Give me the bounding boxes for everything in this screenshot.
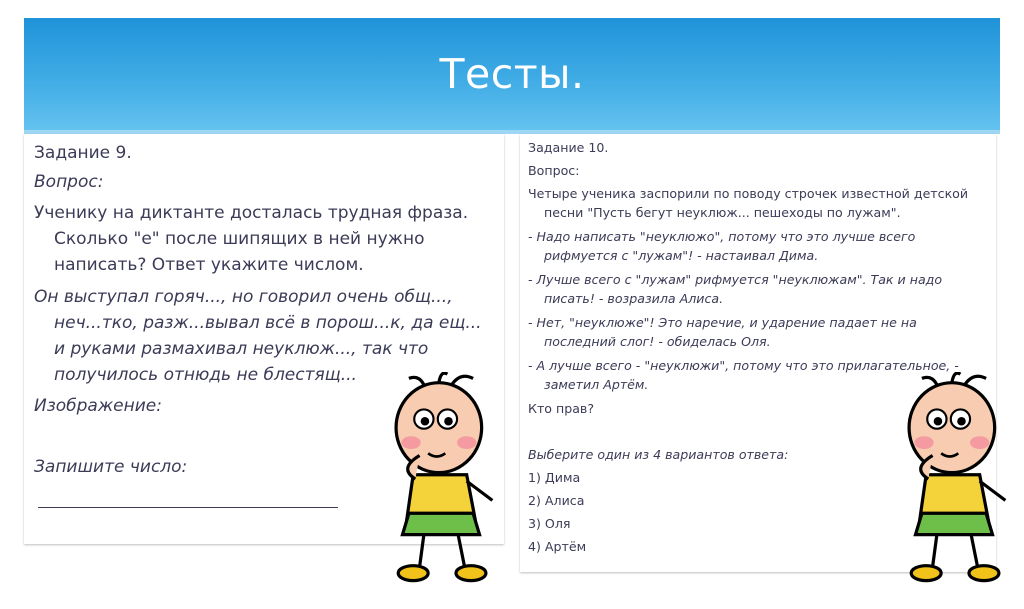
- slide-title: Тесты.: [439, 50, 585, 98]
- task9-answer-input[interactable]: [38, 507, 338, 508]
- task10-option-4[interactable]: 4) Артём: [528, 539, 587, 554]
- task10-choose: Выберите один из 4 вариантов ответа:: [528, 447, 789, 462]
- task9-question-label: Вопрос:: [34, 172, 104, 192]
- task10-line-dima: - Надо написать "неуклюжо", потому что это лучше всего рифмуется с "лужам"! - настаивал Дима.: [528, 229, 916, 263]
- task10-who: Кто прав?: [528, 401, 595, 416]
- task10-option-3[interactable]: 3) Оля: [528, 516, 571, 531]
- task10-heading: Задание 10.: [528, 140, 609, 155]
- task10-option-1[interactable]: 1) Дима: [528, 470, 581, 485]
- task10-line-artyom: - А лучше всего - "неуклюжи", потому что это прилагательное, - заметил Артём.: [528, 358, 959, 392]
- thinking-kid-illustration: [372, 372, 510, 586]
- task9-phrase: Он выступал горяч..., но говорил очень общ..., неч...тко, разж...вывал всё в порош...к, да ещ... и руками размахивал неуклюж..., так что получилось отнюдь не блестящ...: [34, 287, 482, 385]
- thinking-kid-illustration-2: [886, 372, 1022, 586]
- task9-image-label: Изображение:: [34, 396, 162, 416]
- task10-question-label: Вопрос:: [528, 163, 580, 178]
- task9-answer-label: Запишите число:: [34, 457, 188, 477]
- title-banner: [24, 18, 1000, 130]
- task9-heading: Задание 9.: [34, 143, 132, 163]
- task10-option-2[interactable]: 2) Алиса: [528, 493, 585, 508]
- task9-question: Ученику на диктанте досталась трудная фраза. Сколько "е" после шипящих в ней нужно написать? Ответ укажите числом.: [34, 203, 469, 275]
- task10-intro: Четыре ученика заспорили по поводу строчек известной детской песни "Пусть бегут неуклюж... пешеходы по лужам".: [528, 186, 969, 220]
- task10-line-alisa: - Лучше всего с "лужам" рифмуется "неуклюжам". Так и надо писать! - возразила Алиса.: [528, 272, 943, 306]
- task10-line-olya: - Нет, "неуклюже"! Это наречие, и ударение падает не на последний слог! - обиделась Оля.: [528, 315, 917, 349]
